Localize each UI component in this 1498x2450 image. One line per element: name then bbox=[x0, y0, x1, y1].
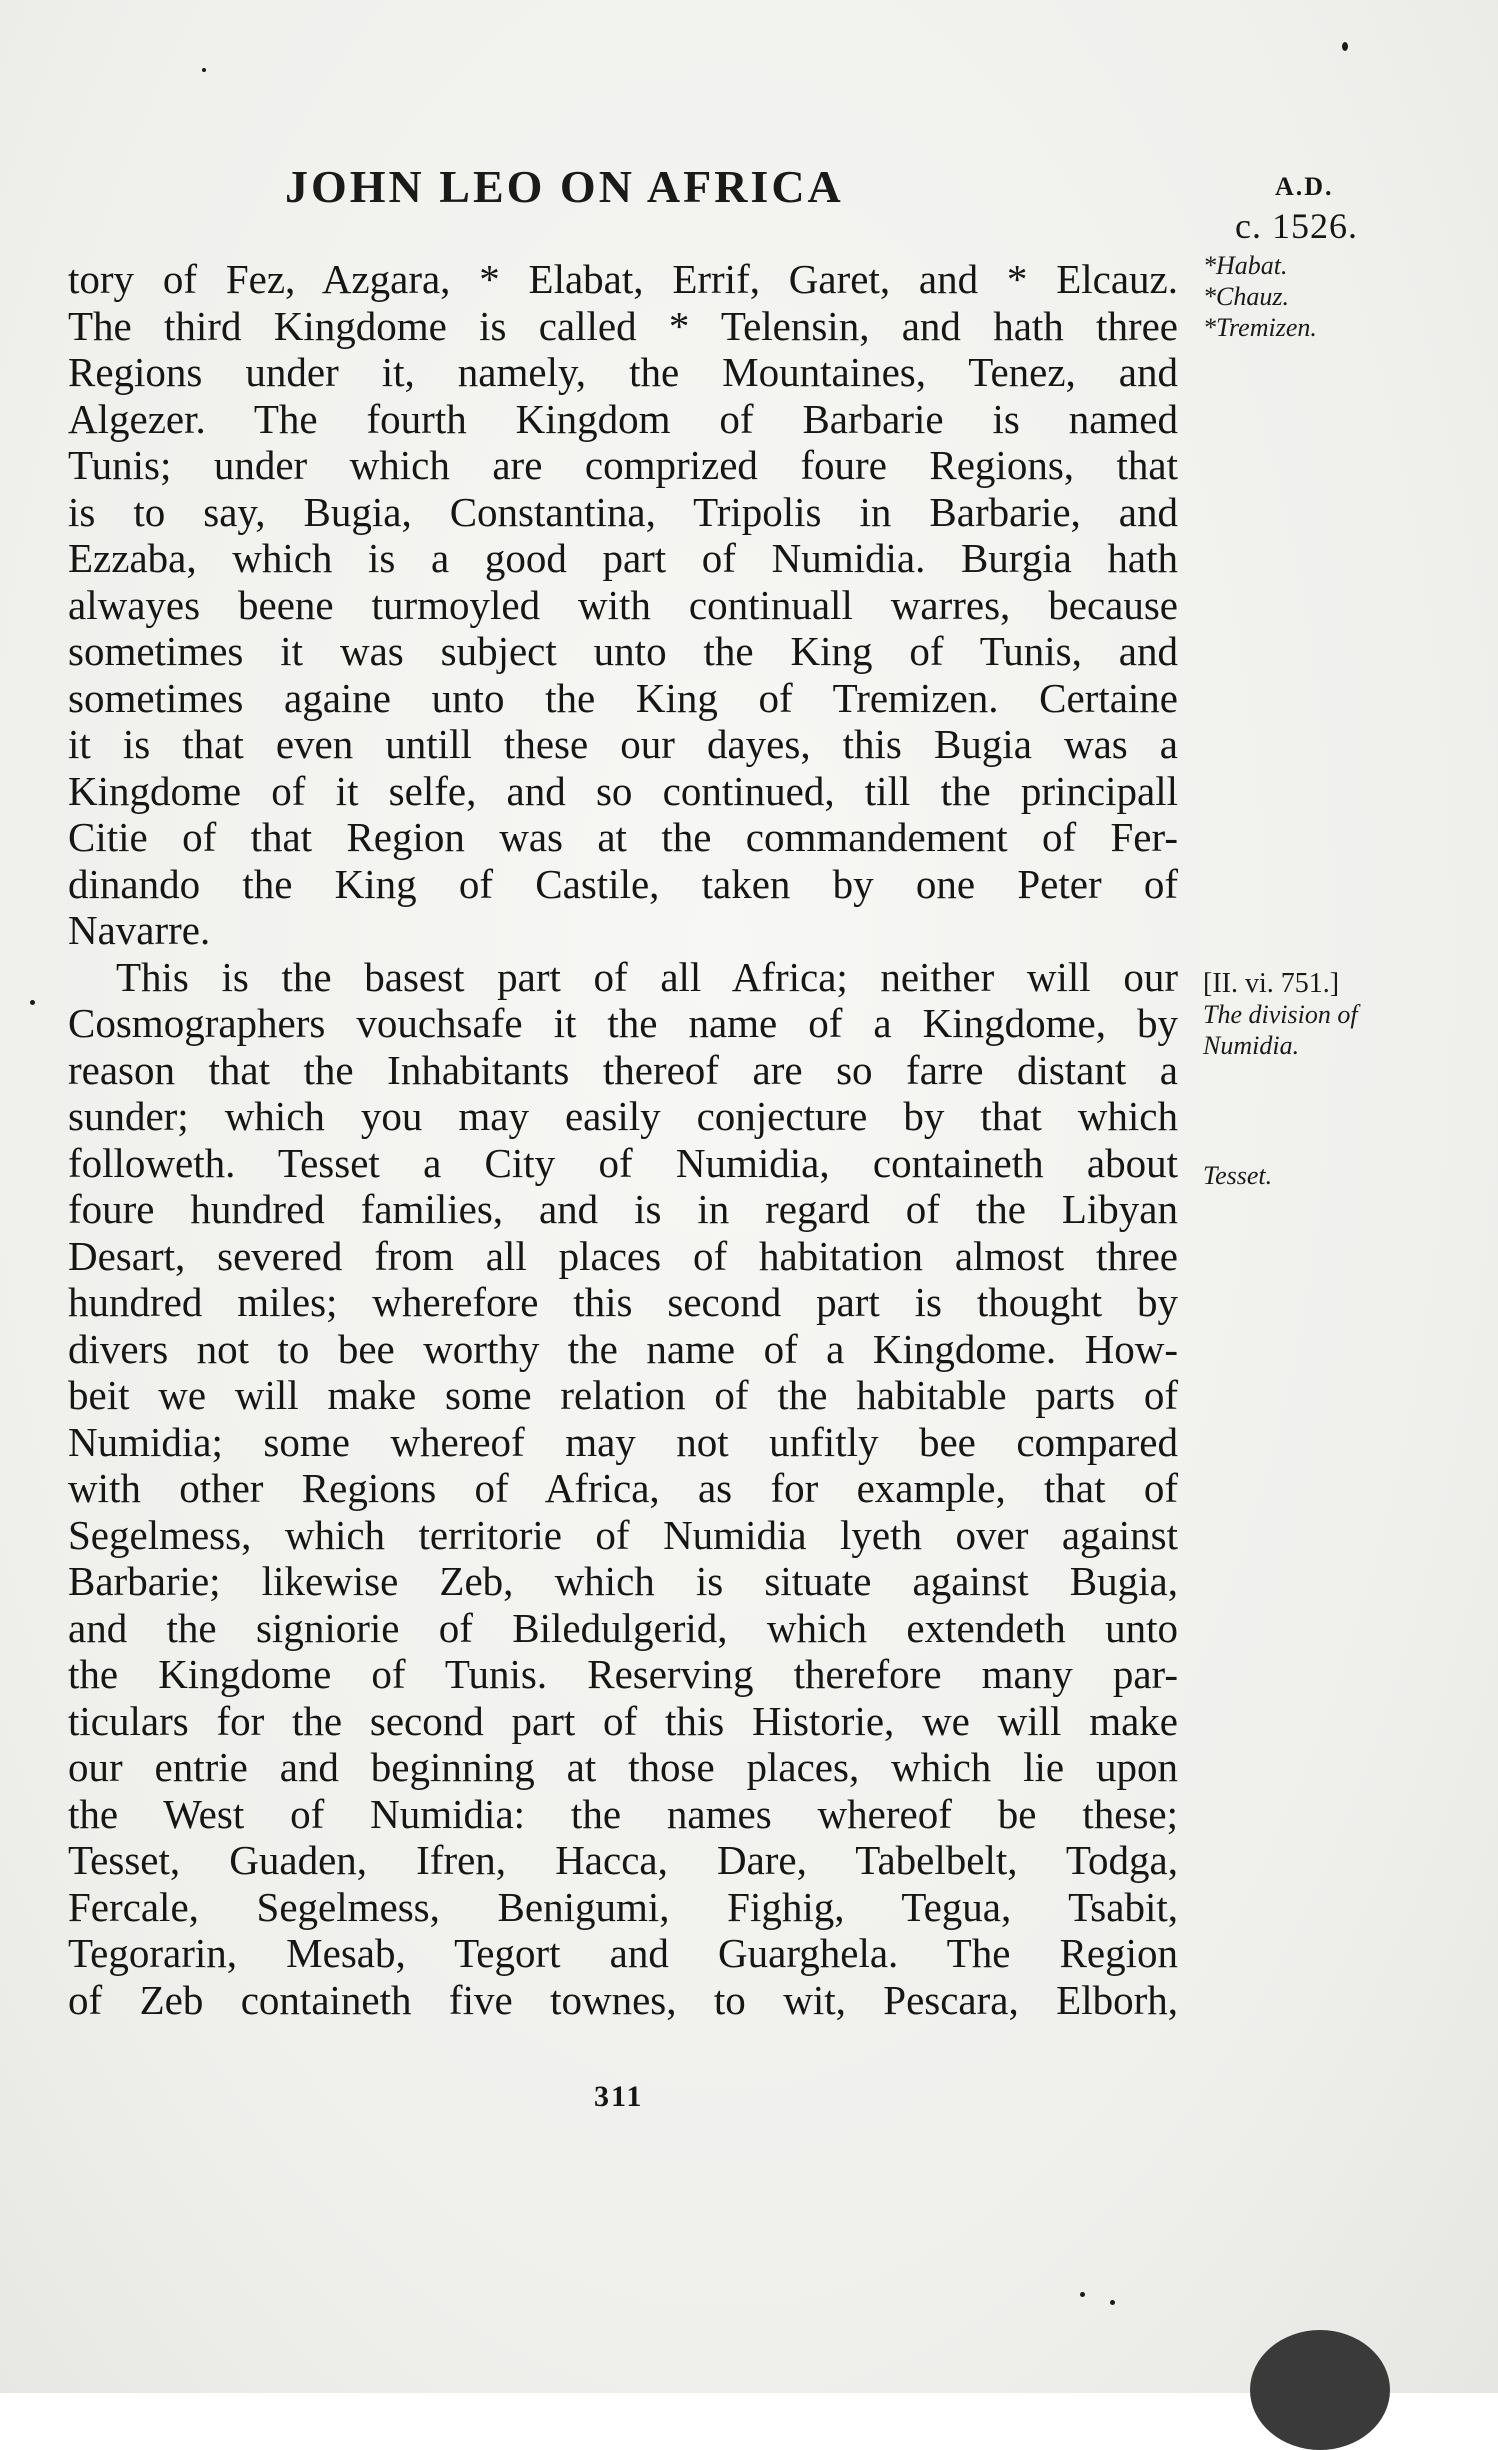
text-line: Ezzaba, which is a good part of Numidia. Burgia hath bbox=[68, 535, 1178, 581]
text-line: Algezer. The fourth Kingdom of Barbarie is named bbox=[68, 395, 1178, 442]
text-line: hundred miles; wherefore this second part is thought by bbox=[68, 1279, 1178, 1325]
text-line: Navarre. bbox=[68, 907, 211, 953]
date-year: c. 1526. bbox=[1235, 206, 1358, 246]
text-line: followeth. Tesset a City of Numidia, containeth about bbox=[68, 1139, 1178, 1186]
text-line: Tunis; under which are comprized foure Regions, that bbox=[68, 442, 1178, 488]
text-line: divers not to bee worthy the name of a Kingdome. How- bbox=[68, 1325, 1178, 1372]
text-line: ticulars for the second part of this Historie, we will make bbox=[68, 1697, 1178, 1744]
text-line: reason that the Inhabitants thereof are so farre distant a bbox=[68, 1046, 1178, 1093]
text-line: Segelmess, which territorie of Numidia lyeth over against bbox=[68, 1511, 1178, 1558]
text-line: is to say, Bugia, Constantina, Tripolis in Barbarie, and bbox=[68, 488, 1178, 535]
text-line: the Kingdome of Tunis. Reserving therefore many par- bbox=[68, 1651, 1178, 1697]
text-line: our entrie and beginning at those places, which lie upon bbox=[68, 1744, 1178, 1790]
date-label: A.D. bbox=[1275, 172, 1334, 201]
text-line: Fercale, Segelmess, Benigumi, Fighig, Tegua, Tsabit, bbox=[68, 1883, 1178, 1930]
ink-speck bbox=[1342, 42, 1348, 51]
text-line: beit we will make some relation of the habitable parts of bbox=[68, 1372, 1178, 1418]
margin-note-reference: [II. vi. 751.] bbox=[1203, 968, 1340, 999]
text-line: Regions under it, namely, the Mountaines, Tenez, and bbox=[68, 349, 1178, 395]
ink-speck bbox=[1110, 2300, 1115, 2305]
page-shadow bbox=[1250, 2330, 1390, 2450]
text-line: alwayes beene turmoyled with continuall warres, because bbox=[68, 581, 1178, 628]
text-line: Tesset, Guaden, Ifren, Hacca, Dare, Tabelbelt, Todga, bbox=[68, 1837, 1178, 1883]
text-line: it is that even untill these our dayes, this Bugia was a bbox=[68, 721, 1178, 767]
text-line: The third Kingdome is called * Telensin, and hath three bbox=[68, 302, 1178, 349]
margin-note-line: Numidia. bbox=[1203, 1031, 1300, 1060]
text-line: sometimes againe unto the King of Tremizen. Certaine bbox=[68, 674, 1178, 721]
margin-note-division bbox=[1203, 968, 1358, 1061]
margin-note-variants bbox=[1203, 250, 1317, 343]
margin-note-line: *Habat. bbox=[1203, 251, 1288, 280]
text-line: dinando the King of Castile, taken by one Peter of bbox=[68, 860, 1178, 907]
text-line: Barbarie; likewise Zeb, which is situate against Bugia, bbox=[68, 1558, 1178, 1604]
ink-speck bbox=[30, 1000, 35, 1005]
text-line: This is the basest part of all Africa; neither will our bbox=[116, 953, 1178, 1000]
text-line: Tegorarin, Mesab, Tegort and Guarghela. The Region bbox=[68, 1930, 1178, 1976]
text-line: sunder; which you may easily conjecture by that which bbox=[68, 1093, 1178, 1139]
page-number: 311 bbox=[594, 2080, 644, 2113]
margin-note-tesset bbox=[1203, 1160, 1272, 1191]
text-line: Kingdome of it selfe, and so continued, till the principall bbox=[68, 767, 1178, 814]
text-line: Desart, severed from all places of habitation almost three bbox=[68, 1232, 1178, 1279]
margin-note-line: *Tremizen. bbox=[1203, 313, 1317, 342]
text-line: foure hundred families, and is in regard of the Libyan bbox=[68, 1186, 1178, 1232]
body-text bbox=[68, 256, 1178, 2023]
margin-note-line: Tesset. bbox=[1203, 1161, 1273, 1190]
text-line: Citie of that Region was at the commandement of Fer- bbox=[68, 814, 1178, 860]
ink-speck bbox=[1080, 2292, 1085, 2297]
margin-note-line: *Chauz. bbox=[1203, 282, 1289, 311]
running-title: JOHN LEO ON AFRICA bbox=[285, 161, 844, 212]
text-line: and the signiorie of Biledulgerid, which extendeth unto bbox=[68, 1604, 1178, 1651]
ink-speck bbox=[202, 68, 206, 72]
text-line: Cosmographers vouchsafe it the name of a Kingdome, by bbox=[68, 1000, 1178, 1046]
text-line: sometimes it was subject unto the King of Tunis, and bbox=[68, 628, 1178, 674]
text-line: with other Regions of Africa, as for example, that of bbox=[68, 1465, 1178, 1511]
margin-note-line: The division of bbox=[1203, 1000, 1358, 1029]
text-line: Numidia; some whereof may not unfitly bee compared bbox=[68, 1418, 1178, 1465]
text-line: of Zeb containeth five townes, to wit, Pescara, Elborh, bbox=[68, 1976, 1178, 2023]
text-line: tory of Fez, Azgara, * Elabat, Errif, Garet, and * Elcauz. bbox=[68, 256, 1178, 302]
text-line: the West of Numidia: the names whereof be these; bbox=[68, 1790, 1178, 1837]
